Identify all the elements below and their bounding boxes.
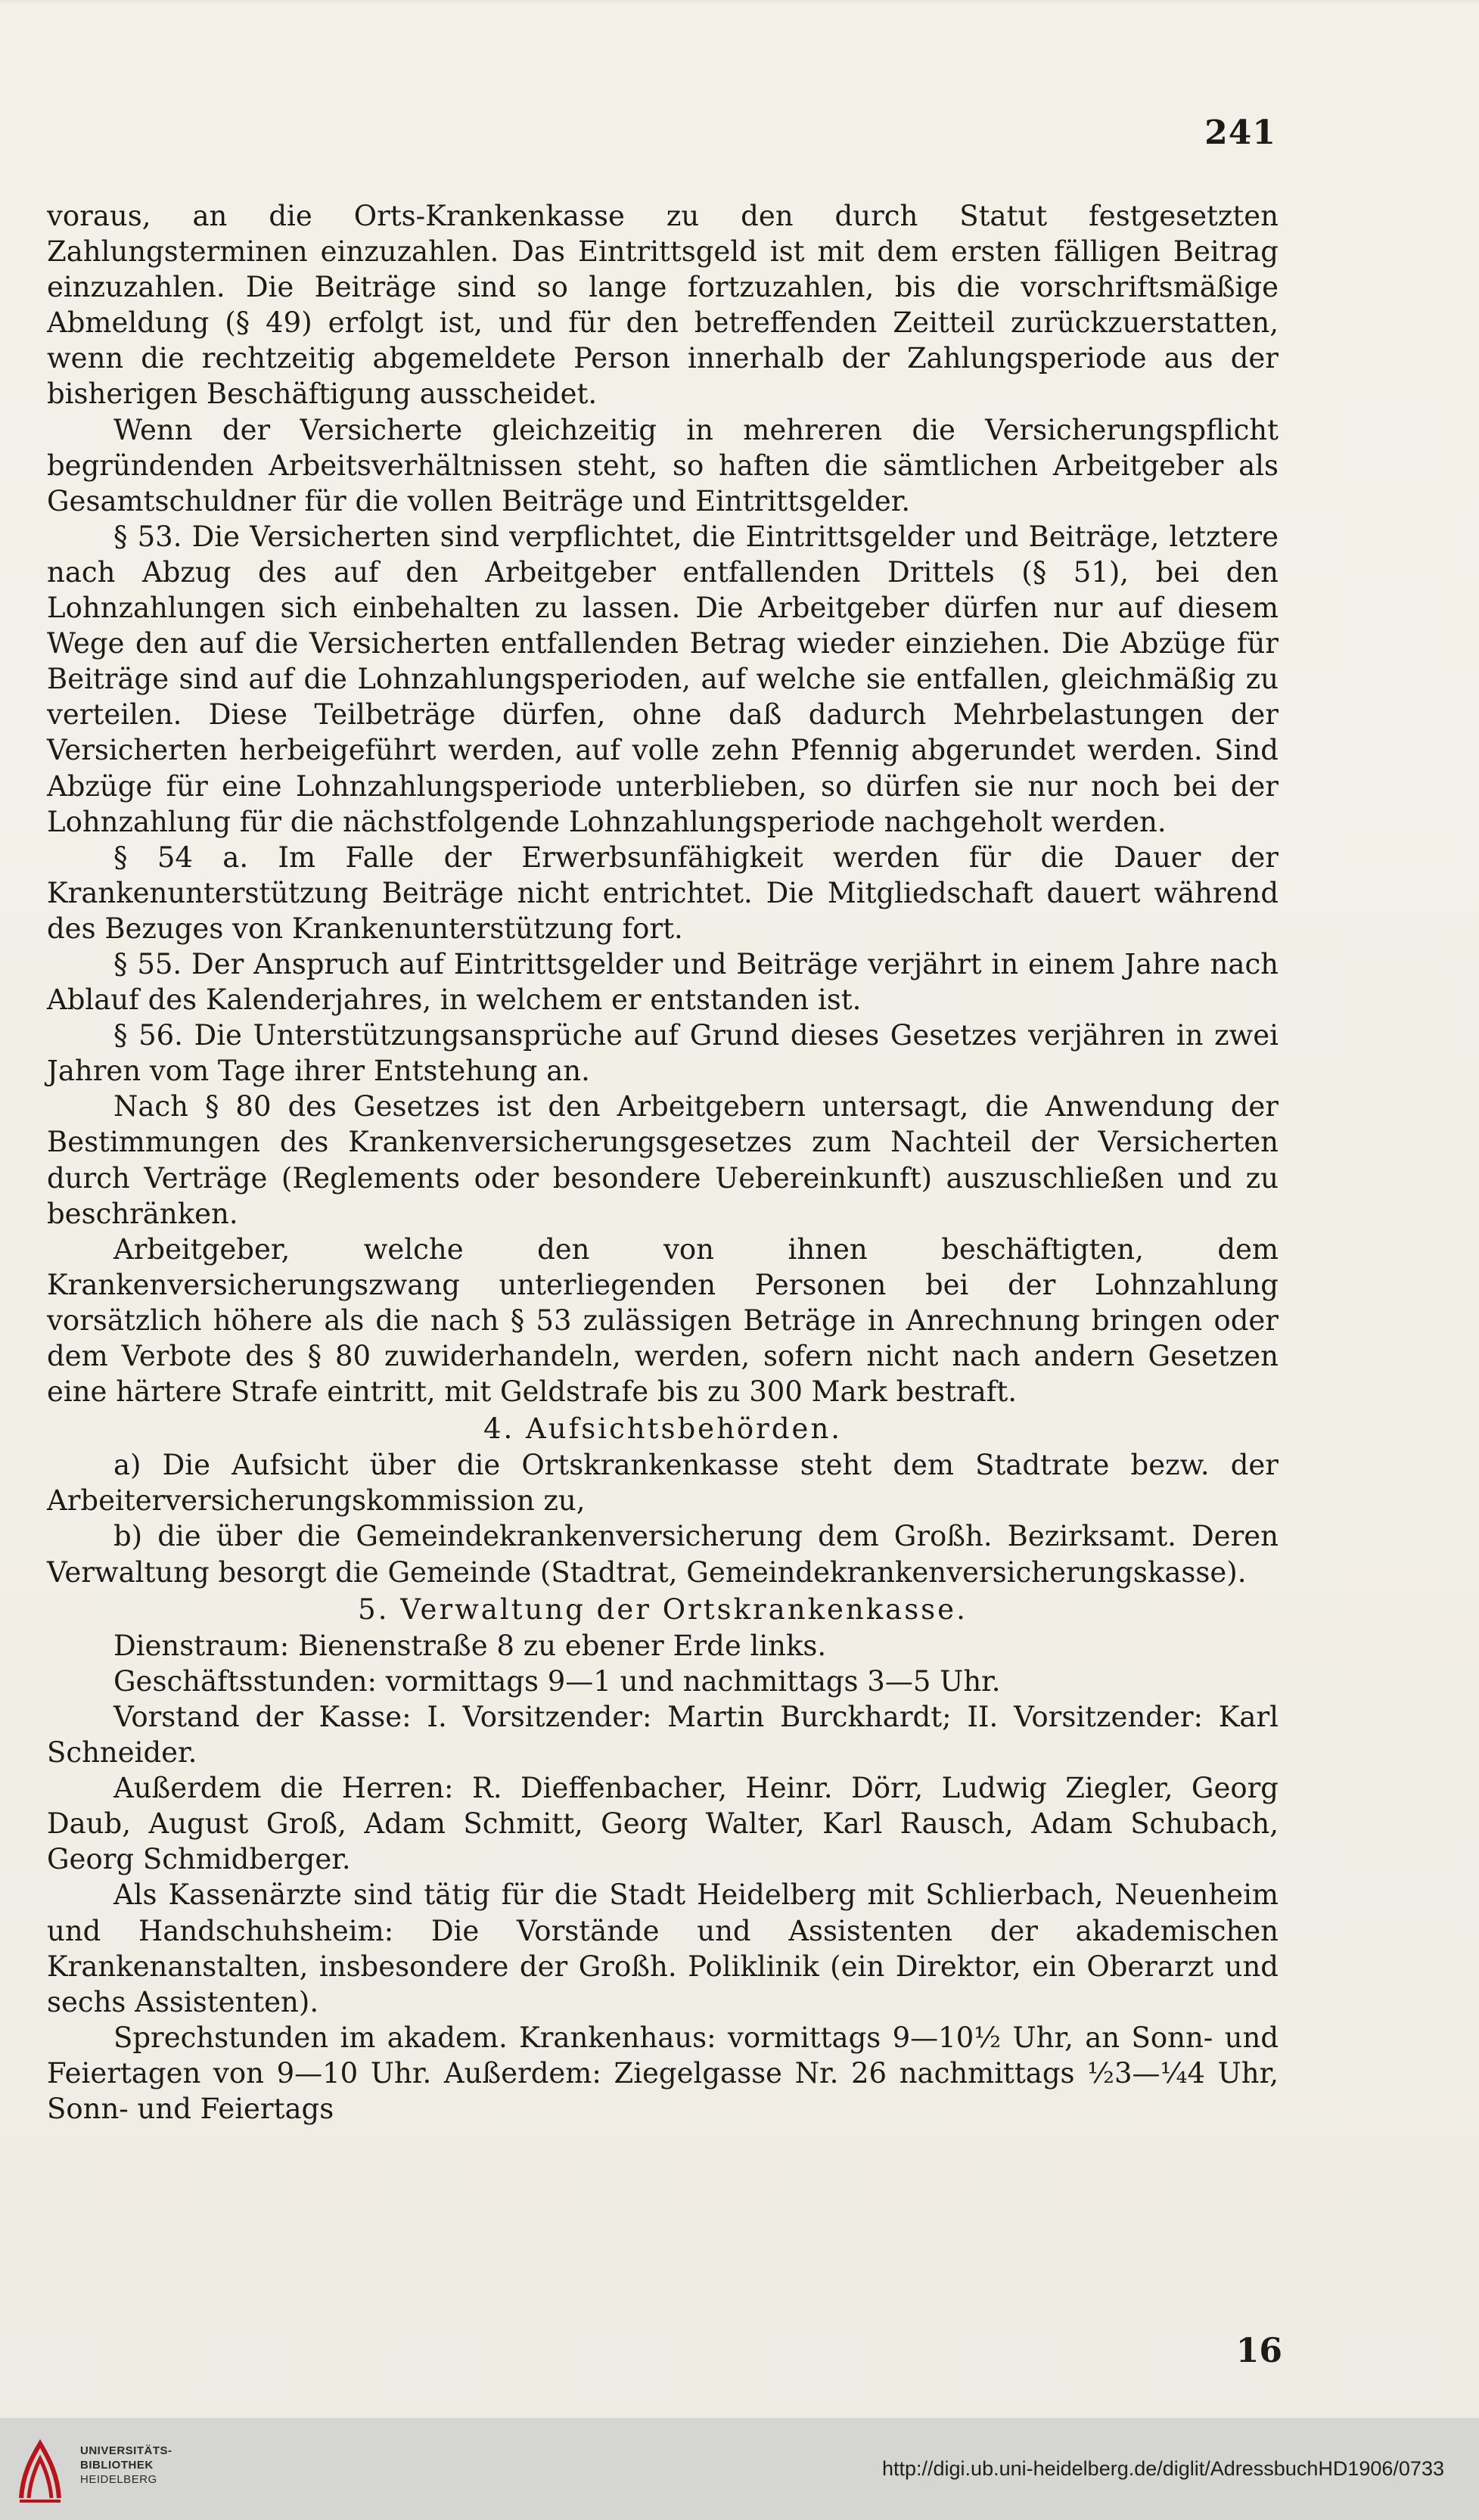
paragraph-dienstraum: Dienstraum: Bienenstraße 8 zu ebener Erde links. [113, 1629, 827, 1662]
document-body [47, 198, 1279, 2127]
paragraph: Wenn der Versicherte gleichzeitig in mehreren die Versicherungspflicht begründenden Arbeitsverhältnissen steht, so haften die sämtlichen Arbeitgeber als Gesamtschuldner für die vollen Beiträge und Eintrittsgelder. [47, 413, 1279, 517]
paragraph-section-55: § 55. Der Anspruch auf Eintrittsgelder und Beiträge verjährt in einem Jahre nach Ablauf des Kalenderjahres, in welchem er entstanden ist. [47, 947, 1279, 1017]
source-url-link[interactable]: http://digi.ub.uni-heidelberg.de/diglit/AdressbuchHD1906/0733 [881, 2457, 1444, 2480]
paragraph-section-53: § 53. Die Versicherten sind verpflichtet, die Eintrittsgelder und Beiträge, letztere nach Abzug des auf den Arbeitgeber entfallenden Drittels (§ 51), bei den Lohnzahlungen sich einbehalten zu lassen. Die Arbeitgeber dürfen nur auf diesem Wege den auf die Versicherten entfallenden Betrag wieder einziehen. Die Abzüge für Beiträge sind auf die Lohnzahlungsperioden, auf welche sie entfallen, gleichmäßig zu verteilen. Diese Teilbeträge dürfen, ohne daß dadurch Mehrbelastungen der Versicherten herbeigeführt werden, auf volle zehn Pfennig abgerundet werden. Sind Abzüge für eine Lohnzahlungsperiode unterblieben, so dürfen sie nur noch bei der Lohnzahlung für die nächstfolgende Lohnzahlungsperiode nachgeholt werden. [47, 520, 1279, 838]
library-name: UNIVERSITÄTS- BIBLIOTHEK HEIDELBERG [80, 2444, 172, 2486]
section-heading-verwaltung: 5. Verwaltung der Ortskrankenkasse. [358, 1592, 968, 1626]
paragraph: Nach § 80 des Gesetzes ist den Arbeitgebern untersagt, die Anwendung der Bestimmungen des Krankenversicherungsgesetzes zum Nachteil der Versicherten durch Verträge (Reglements oder besondere Uebereinkunft) auszuschließen und zu beschränken. [47, 1090, 1279, 1230]
library-seal-icon [15, 2438, 65, 2504]
paragraph-section-54a: § 54 a. Im Falle der Erwerbsunfähigkeit werden für die Dauer der Krankenunterstützung Beiträge nicht entrichtet. Die Mitgliedschaft dauert während des Bezuges von Krankenunterstützung fort. [47, 841, 1279, 945]
paragraph: Arbeitgeber, welche den von ihnen beschäftigten, dem Krankenversicherungszwang unterliegenden Personen bei der Lohnzahlung vorsätzlich höhere als die nach § 53 zulässigen Beträge in Anrechnung bringen oder dem Verbote des § 80 zuwiderhandeln, werden, sofern nicht nach andern Gesetzen eine härtere Strafe eintritt, mit Geldstrafe bis zu 300 Mark bestraft. [47, 1232, 1279, 1409]
paragraph: b) die über die Gemeindekrankenversicherung dem Großh. Bezirksamt. Deren Verwaltung besorgt die Gemeinde (Stadtrat, Gemeindekrankenversicherungskasse). [47, 1520, 1279, 1589]
library-logo [15, 2435, 204, 2507]
paragraph: Außerdem die Herren: R. Dieffenbacher, Heinr. Dörr, Ludwig Ziegler, Georg Daub, August Groß, Adam Schmitt, Georg Walter, Karl Rausch, Adam Schubach, Georg Schmidberger. [47, 1772, 1279, 1876]
page-number: 241 [1204, 113, 1276, 152]
paragraph: a) Die Aufsicht über die Ortskrankenkasse steht dem Stadtrate bezw. der Arbeiterversicherungskommission zu, [47, 1449, 1279, 1518]
paragraph-section-56: § 56. Die Unterstützungsansprüche auf Grund dieses Gesetzes verjähren in zwei Jahren vom Tage ihrer Entstehung an. [47, 1019, 1279, 1088]
paragraph: voraus, an die Orts-Krankenkasse zu den durch Statut festgesetzten Zahlungsterminen einzuzahlen. Das Eintrittsgeld ist mit dem ersten fälligen Beitrag einzuzahlen. Die Beiträge sind so lange fortzuzahlen, bis die vorschriftsmäßige Abmeldung (§ 49) erfolgt ist, und für den betreffenden Zeitteil zurückzuerstatten, wenn die rechtzeitig abgemeldete Person innerhalb der Zahlungsperiode aus der bisherigen Beschäftigung ausscheidet. [47, 200, 1279, 411]
paragraph-geschaeftsstunden: Geschäftsstunden: vormittags 9—1 und nachmittags 3—5 Uhr. [113, 1664, 1001, 1698]
paragraph-vorstand: Vorstand der Kasse: I. Vorsitzender: Martin Burckhardt; II. Vorsitzender: Karl Schneider. [47, 1700, 1279, 1770]
section-heading-aufsichtsbehoerden: 4. Aufsichtsbehörden. [483, 1412, 843, 1446]
paragraph-sprechstunden: Sprechstunden im akadem. Krankenhaus: vormittags 9—10½ Uhr, an Sonn- und Feiertagen von 9—10 Uhr. Außerdem: Ziegelgasse Nr. 26 nachmittags ½3—¼4 Uhr, Sonn- und Feiertags [47, 2021, 1279, 2125]
paragraph-kassenaerzte: Als Kassenärzte sind tätig für die Stadt Heidelberg mit Schlierbach, Neuenheim und Handschuhsheim: Die Vorstände und Assistenten der akademischen Krankenanstalten, insbesondere der Großh. Poliklinik (ein Direktor, ein Oberarzt und sechs Assistenten). [47, 1878, 1279, 2018]
footer-bar [0, 2418, 1479, 2520]
sheet-number: 16 [1235, 2332, 1282, 2370]
